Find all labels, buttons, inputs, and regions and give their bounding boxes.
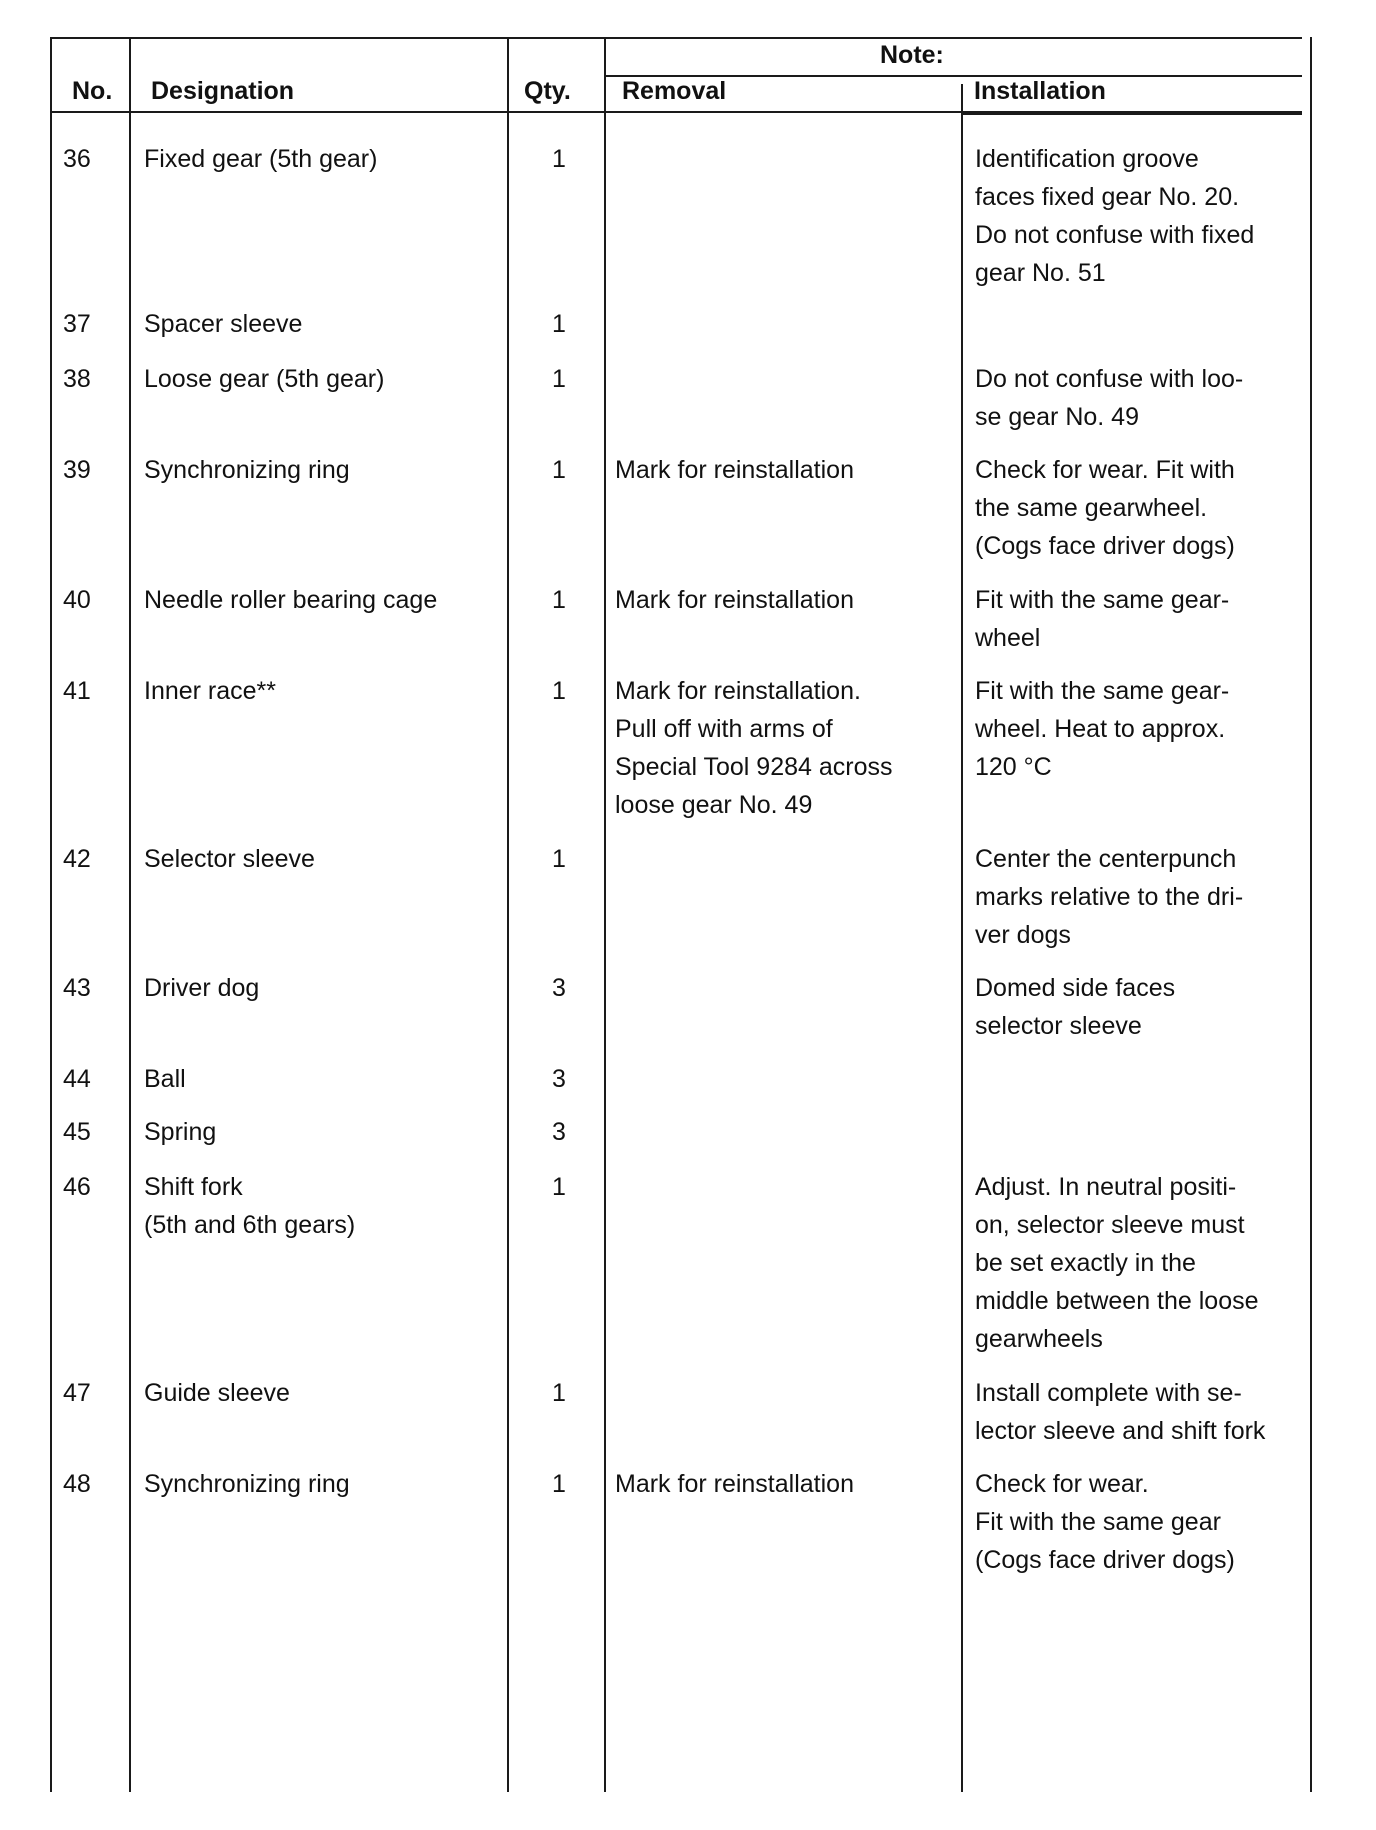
row-no: 38 <box>63 365 91 393</box>
row-designation: Ball <box>144 1065 186 1093</box>
right-border <box>1310 37 1312 1792</box>
row-installation: Fit with the same gear- wheel <box>975 586 1230 652</box>
left-border <box>50 37 52 1792</box>
row-no: 37 <box>63 310 91 338</box>
row-installation: Identification groove faces fixed gear No. 20. Do not confuse with fixed gear No. 51 <box>975 145 1255 287</box>
row-designation: Guide sleeve <box>144 1379 290 1407</box>
row-removal: Mark for reinstallation <box>615 1470 854 1498</box>
row-installation: Adjust. In neutral positi- on, selector sleeve must be set exactly in the middle between the loose gearwheels <box>975 1173 1259 1353</box>
installation-header-rule <box>962 113 1302 115</box>
header-designation: Designation <box>151 77 295 105</box>
row-no: 44 <box>63 1065 91 1093</box>
row-installation: Center the centerpunch marks relative to the dri- ver dogs <box>975 845 1244 949</box>
row-designation: Spacer sleeve <box>144 310 303 338</box>
row-qty: 3 <box>552 1065 566 1093</box>
row-qty: 1 <box>552 145 566 173</box>
row-qty: 1 <box>552 677 566 705</box>
row-qty: 3 <box>552 1118 566 1146</box>
header-qty: Qty. <box>524 77 571 105</box>
row-no: 39 <box>63 456 91 484</box>
row-installation: Fit with the same gear- wheel. Heat to approx. 120 °C <box>975 677 1230 781</box>
header-note: Note: <box>880 41 944 69</box>
row-no: 45 <box>63 1118 91 1146</box>
row-installation: Check for wear. Fit with the same gear (Cogs face driver dogs) <box>975 1470 1235 1574</box>
row-installation: Do not confuse with loo- se gear No. 49 <box>975 365 1244 431</box>
row-no: 42 <box>63 845 91 873</box>
top-rule <box>50 37 1302 39</box>
row-qty: 1 <box>552 1470 566 1498</box>
row-designation: Fixed gear (5th gear) <box>144 145 378 173</box>
row-qty: 1 <box>552 365 566 393</box>
row-no: 36 <box>63 145 91 173</box>
row-installation: Check for wear. Fit with the same gearwheel. (Cogs face driver dogs) <box>975 456 1235 560</box>
header-removal: Removal <box>622 77 727 105</box>
row-no: 46 <box>63 1173 91 1201</box>
row-designation: Synchronizing ring <box>144 1470 350 1498</box>
qty-removal-divider <box>604 37 606 1792</box>
row-designation: Loose gear (5th gear) <box>144 365 385 393</box>
row-qty: 1 <box>552 845 566 873</box>
row-qty: 1 <box>552 586 566 614</box>
row-designation: Shift fork (5th and 6th gears) <box>144 1173 356 1239</box>
row-designation: Selector sleeve <box>144 845 315 873</box>
row-qty: 1 <box>552 456 566 484</box>
removal-installation-divider <box>961 84 963 1792</box>
row-no: 47 <box>63 1379 91 1407</box>
row-no: 48 <box>63 1470 91 1498</box>
row-designation: Driver dog <box>144 974 260 1002</box>
row-qty: 1 <box>552 1379 566 1407</box>
row-removal: Mark for reinstallation <box>615 456 854 484</box>
no-designation-divider <box>129 37 131 1792</box>
row-no: 40 <box>63 586 91 614</box>
row-designation: Inner race** <box>144 677 277 705</box>
row-installation: Domed side faces selector sleeve <box>975 974 1176 1040</box>
row-qty: 3 <box>552 974 566 1002</box>
row-qty: 1 <box>552 310 566 338</box>
row-designation: Needle roller bearing cage <box>144 586 438 614</box>
row-no: 41 <box>63 677 91 705</box>
row-installation: Install complete with se- lector sleeve and shift fork <box>975 1379 1266 1445</box>
row-qty: 1 <box>552 1173 566 1201</box>
row-designation: Synchronizing ring <box>144 456 350 484</box>
header-no: No. <box>72 77 113 105</box>
row-designation: Spring <box>144 1118 217 1146</box>
designation-qty-divider <box>507 37 509 1792</box>
row-removal: Mark for reinstallation. Pull off with arms of Special Tool 9284 across loose gear No. 49 <box>615 677 893 819</box>
row-removal: Mark for reinstallation <box>615 586 854 614</box>
row-no: 43 <box>63 974 91 1002</box>
header-installation: Installation <box>974 77 1106 105</box>
